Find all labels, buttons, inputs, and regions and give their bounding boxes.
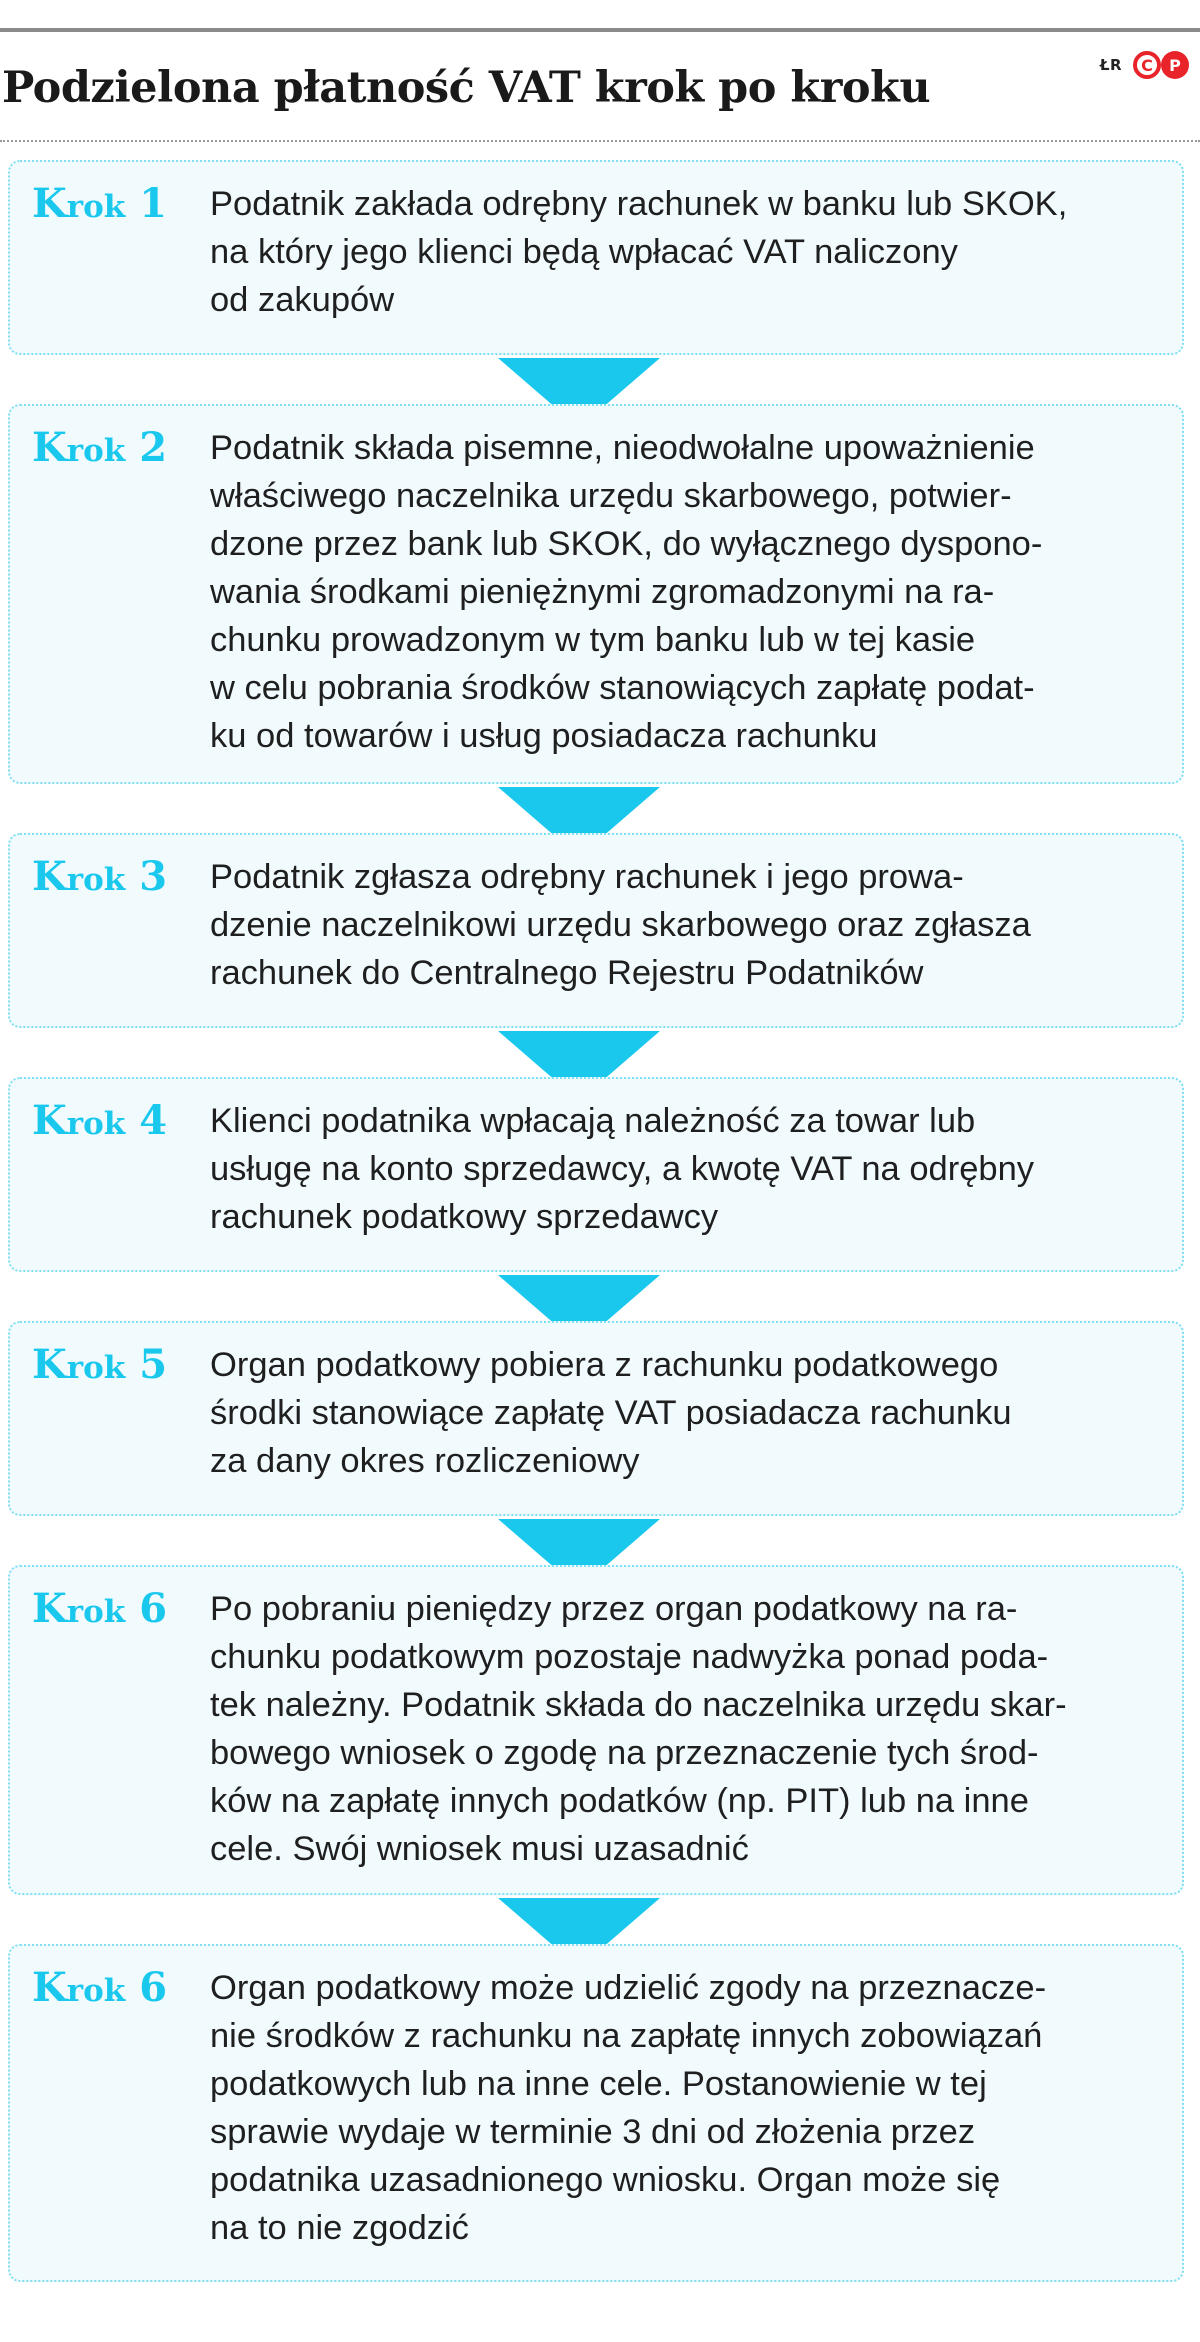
step-label-word: rok <box>66 1594 126 1630</box>
copyright-logo-icon <box>1132 50 1192 80</box>
step-number: 4 <box>139 1097 168 1144</box>
step-box-3 <box>8 833 1184 1028</box>
step-text: Po pobraniu pieniędzy przez organ podatkowy na ra- chunku podatkowym pozostaje nadwyżka ponad poda- tek należny. Podatnik składa do naczelnika urzędu skar- bowego wniosek o zgodę na przeznaczenie tych środ- ków na zapłatę innych podatków (np. PIT) lub na inne cele. Swój wniosek musi uzasadnić <box>210 1590 1067 1868</box>
step-label <box>32 1099 167 1146</box>
svg-text:P: P <box>1169 56 1181 75</box>
step-label-initial: K <box>32 180 67 227</box>
step-number: 6 <box>139 1585 168 1632</box>
step-number: 1 <box>139 180 168 227</box>
step-label-word: rok <box>66 1350 126 1386</box>
step-label-word: rok <box>66 862 126 898</box>
step-number: 6 <box>139 1964 168 2011</box>
step-text: Organ podatkowy może udzielić zgody na przeznacze- nie środków z rachunku na zapłatę innych zobowiązań podatkowych lub na inne cele. Postanowienie w tej sprawie wydaje w terminie 3 dni od złożenia przez podatnika uzasadnionego wniosku. Organ może się na to nie zgodzić <box>210 1969 1047 2247</box>
credits <box>1100 50 1192 80</box>
step-label-word: rok <box>66 433 126 469</box>
step-label-initial: K <box>32 1964 67 2011</box>
step-label-initial: K <box>32 424 67 471</box>
step-label <box>32 182 167 229</box>
top-rule <box>0 28 1200 32</box>
step-text: Klienci podatnika wpłacają należność za towar lub usługę na konto sprzedawcy, a kwotę VAT na odrębny rachunek podatkowy sprzedawcy <box>210 1102 1035 1236</box>
svg-text:C: C <box>1141 56 1153 75</box>
step-text: Podatnik zgłasza odrębny rachunek i jego prowa- dzenie naczelnikowi urzędu skarbowego oraz zgłasza rachunek do Centralnego Rejestru Podatników <box>210 858 1031 992</box>
step-box-5 <box>8 1321 1184 1516</box>
step-label <box>32 426 167 473</box>
step-label-initial: K <box>32 1585 67 1632</box>
step-number: 5 <box>139 1341 168 1388</box>
title-divider <box>0 140 1200 142</box>
step-text: Podatnik zakłada odrębny rachunek w banku lub SKOK, na który jego klienci będą wpłacać VAT naliczony od zakupów <box>210 185 1068 319</box>
step-text: Organ podatkowy pobiera z rachunku podatkowego środki stanowiące zapłatę VAT posiadacza rachunku za dany okres rozliczeniowy <box>210 1346 1012 1480</box>
step-number: 3 <box>139 853 168 900</box>
step-number: 2 <box>139 424 168 471</box>
step-label-initial: K <box>32 1097 67 1144</box>
author-initials: ŁR <box>1099 56 1122 74</box>
step-label <box>32 1343 167 1390</box>
step-label-initial: K <box>32 1341 67 1388</box>
step-label-word: rok <box>66 1973 126 2009</box>
step-box-2 <box>8 404 1184 784</box>
step-label <box>32 1587 167 1634</box>
step-label-word: rok <box>66 189 126 225</box>
step-box-1 <box>8 160 1184 355</box>
step-label-word: rok <box>66 1106 126 1142</box>
step-box-4 <box>8 1077 1184 1272</box>
step-label <box>32 855 167 902</box>
step-text: Podatnik składa pisemne, nieodwołalne upoważnienie właściwego naczelnika urzędu skarbowego, potwier- dzone przez bank lub SKOK, do wyłącznego dyspono- wania środkami pieniężnymi zgromadzonymi na ra- chunku prowadzonym w tym banku lub w tej kasie w celu pobrania środków stanowiących zapłatę podat- ku od towarów i usług posiadacza rachunku <box>210 429 1043 755</box>
step-label-initial: K <box>32 853 67 900</box>
step-box-6 <box>8 1565 1184 1895</box>
step-label <box>32 1966 167 2013</box>
step-box-7 <box>8 1944 1184 2282</box>
page-title: Podzielona płatność VAT krok po kroku <box>2 63 931 113</box>
